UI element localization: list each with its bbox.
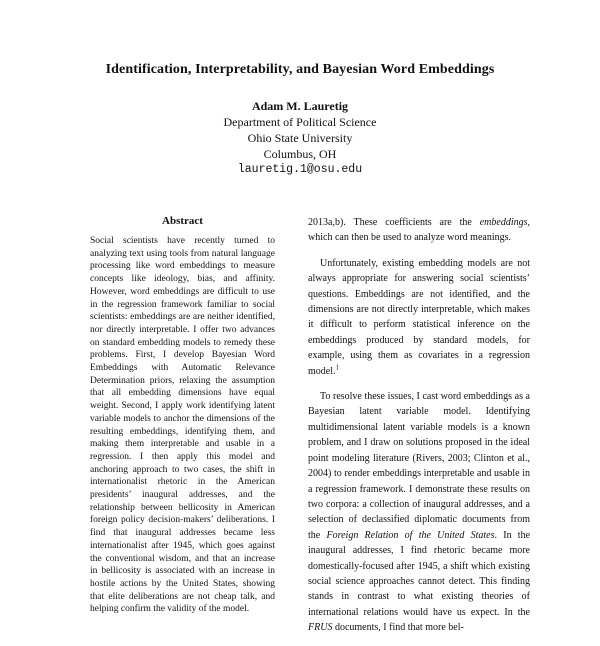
footnote-marker: 1 [335, 363, 339, 372]
body-p3-a: To resolve these issues, I cast word embeddings as a Bayesian latent variable model. Identifying multidimensional latent variable models is a known problem, and I draw on solutions proposed in the ideal point modeling literature (Rivers, 2003; Clinton et al., 2004) to render embeddings interpretable and usable in a regression framework. I demonstrate these results on two corpora: a collection of inaugural addresses, and a selection of declassified diplomatic documents from the [308, 391, 530, 541]
body-p1-suffix: , which can then be used to analyze word meanings. [308, 217, 530, 244]
author-name: Adam M. Lauretig [251, 99, 349, 113]
body-p3-em2: FRUS [308, 622, 333, 634]
abstract-heading: Abstract [162, 215, 203, 227]
body-p3-em1: Foreign Relation of the United States [326, 529, 495, 541]
body-p2-text: Unfortunately, existing embedding models are not always appropriate for answering social scientists’ questions. Embeddings are not identified, and the dimensions are not directly interpretable, which makes it difficult to perform statistical inference on the embeddings produced by standard models, for example, using them as covariates in a regression model. [308, 257, 530, 377]
body-p1-em: embeddings [479, 217, 528, 228]
author-email: lauretig.1@osu.edu [237, 163, 363, 176]
body-p1-prefix: 2013a,b). These coefficients are the [308, 217, 480, 228]
author-location: Columbus, OH [263, 147, 337, 161]
body-p3-c: documents, I find that more bel- [332, 622, 464, 634]
body-paragraph-1 [308, 215, 530, 246]
author-department: Department of Political Science [223, 115, 377, 129]
abstract-text: Social scientists have recently turned to analyzing text using tools from natural language processing like word embeddings to measure concepts like ideology, bias, and affinity. However, word embeddings are difficult to use in the regression framework familiar to social scientists: embeddings are are neither identified, nor directly interpretable. I offer two advances on standard embedding models to remedy these problems. First, I develop Bayesian Word Embeddings with Automatic Relevance Determination priors, relaxing the assumption that all embedding dimensions have equal weight. Second, I apply work identifying latent variable models to anchor the dimensions of the resulting embeddings, identifying them, and making them interpretable and usable in a regression. I then apply this model and anchoring approach to two cases, the shift in internationalist rhetoric in the American presidents’ inaugural addresses, and the relationship between bellicosity in American foreign policy decision-makers’ deliberations. I find that inaugural addresses became less internationalist after 1945, which goes against the conventional wisdom, and that an increase in bellicosity is associated with an increase in hostile actions by the United States, showing that elite deliberations are not cheap talk, and helping confirm the validity of the model. [90, 236, 275, 615]
paper-title: Identification, Interpretability, and Bayesian Word Embeddings [105, 62, 495, 77]
body-right-column [308, 215, 530, 646]
author-block [0, 98, 600, 178]
author-university: Ohio State University [247, 131, 353, 145]
body-paragraph-3 [308, 389, 530, 636]
body-paragraph-2 [308, 256, 530, 379]
body-p3-b: . In the inaugural addresses, I find rhetoric became more domestically-focused after 1945, a shift which existing social science approaches cannot detect. This finding stands in contrast to what existing theories of international relations would have us expect. In the [308, 529, 531, 618]
